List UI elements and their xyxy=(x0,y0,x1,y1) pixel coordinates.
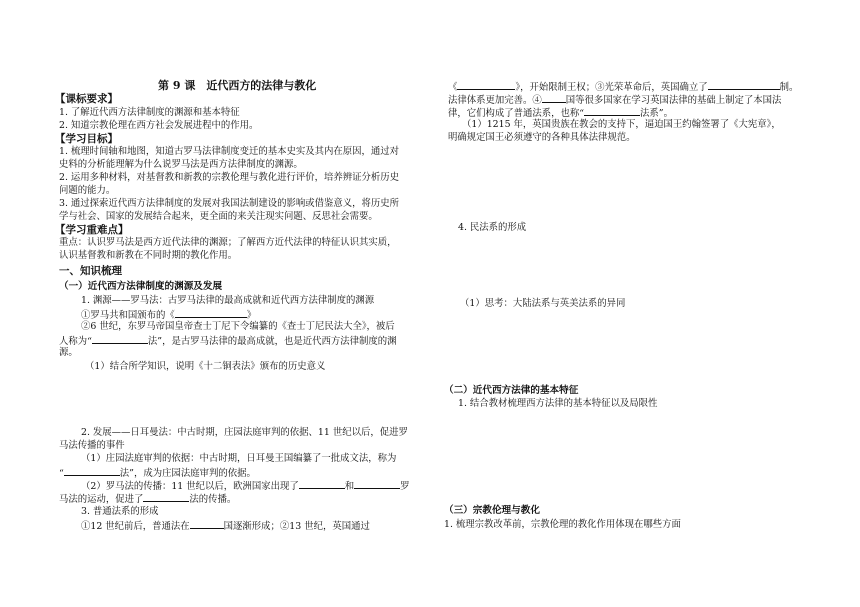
right-line-3: 律，它们构成了普通法系，也称“ 法系”。 xyxy=(448,108,673,119)
zhongdian-line-1: 重点：认识罗马法是西方近代法律的渊源；了解西方近代法律的特征认识其实质， xyxy=(59,237,397,248)
fill-blank[interactable] xyxy=(299,479,345,489)
subsection-heading-1: （一）近代西方法律制度的渊源及发展 xyxy=(59,281,223,292)
page-title: 第 9 课 近代西方的法律与教化 xyxy=(158,79,317,92)
right-line-4: （1）1215 年，英国贵族在教会的支持下，逼迫国王约翰签署了《大宪章》， xyxy=(462,119,781,130)
question-1: （1）结合所学知识，说明《十二铜表法》颁布的历史意义 xyxy=(85,361,326,372)
para-2-item-1-line-2: “ 法”，成为庄园法庭审判的依据。 xyxy=(59,468,256,479)
fill-blank[interactable] xyxy=(175,308,247,318)
right-line-2: 法律体系更加完善。④ 国等很多国家在学习英国法律的基础上制定了本国法 xyxy=(448,95,782,106)
para-2-line-2: 马法传播的事件 xyxy=(59,440,125,451)
mubiao-item-3-line-1: 3. 通过探索近代西方法律制度的发展对我国法制建设的影响或借鉴意义，将历史所 xyxy=(59,198,400,209)
fill-blank[interactable] xyxy=(143,492,189,502)
zhongdian-heading: 【学习重难点】 xyxy=(55,224,129,236)
para-2-item-2-line-1: （2）罗马法的传播：11 世纪以后，欧洲国家出现了 和 罗 xyxy=(81,481,410,492)
fill-blank[interactable] xyxy=(584,106,640,116)
fill-blank[interactable] xyxy=(457,80,515,90)
question-think: （1）思考：大陆法系与英美法系的异同 xyxy=(460,298,626,309)
mubiao-item-1-line-2: 史料的分析能理解为什么说罗马法是西方法律制度的渊源。 xyxy=(59,159,303,170)
kebiao-item-2: 2. 知道宗教伦理在西方社会发展进程中的作用。 xyxy=(59,120,259,131)
para-2-line-1: 2. 发展——日耳曼法：中古时期，庄园法庭审判的依据、11 世纪以后，促进罗 xyxy=(81,427,408,438)
zhongdian-line-2: 认识基督教和新教在不同时期的教化作用。 xyxy=(59,250,238,261)
fill-blank[interactable] xyxy=(708,80,780,90)
subsection-heading-3: （三）宗教伦理与教化 xyxy=(444,505,540,516)
para-1-item-1: ①罗马共和国颁布的《 》 xyxy=(81,310,257,321)
para-3: 3. 普通法系的形成 xyxy=(81,506,159,517)
right-para-religion: 1. 梳理宗教改革前，宗教伦理的教化作用体现在哪些方面 xyxy=(444,519,681,530)
fill-blank[interactable] xyxy=(542,93,566,103)
para-1: 1. 渊源——罗马法：古罗马法律的最高成就和近代西方法律制度的渊源 xyxy=(81,295,375,306)
right-line-1: 《 》，开始限制王权；③光荣革命后，英国确立了 制。 xyxy=(448,82,799,93)
fill-blank[interactable] xyxy=(92,334,148,344)
para-1-item-2-line-1: ②6 世纪，东罗马帝国皇帝查士丁尼下令编纂的《查士丁尼民法大全》，被后 xyxy=(81,321,395,332)
section-heading-1: 一、知识梳理 xyxy=(59,265,122,277)
para-3-item-1: ①12 世纪前后，普通法在 国逐渐形成；②13 世纪，英国通过 xyxy=(81,521,370,532)
mubiao-item-2-line-1: 2. 运用多种材料，对基督教和新教的宗教伦理与教化进行评价，培养辨证分析历史 xyxy=(59,172,400,183)
kebiao-item-1: 1. 了解近代西方法律制度的渊源和基本特征 xyxy=(59,107,240,118)
right-para-features: 1. 结合教材梳理西方法律的基本特征以及局限性 xyxy=(458,398,658,409)
fill-blank[interactable] xyxy=(354,479,400,489)
minfaxi-heading: 4. 民法系的形成 xyxy=(458,222,527,233)
mubiao-item-1-line-1: 1. 梳理时间轴和地图，知道古罗马法律制度变迁的基本史实及其内在原因，通过对 xyxy=(59,146,400,157)
right-line-5: 明确规定国王必须遵守的各种具体法律规范。 xyxy=(448,132,636,143)
para-2-item-2-line-2: 马法的运动，促进了 法的传播。 xyxy=(59,494,237,505)
para-1-item-2-line-2: 人称为“ 法”，是古罗马法律的最高成就，也是近代西方法律制度的渊 xyxy=(59,336,397,347)
fill-blank[interactable] xyxy=(190,519,224,529)
para-1-item-2-line-3: 源。 xyxy=(59,347,78,358)
subsection-heading-2: （二）近代西方法律的基本特征 xyxy=(444,385,579,396)
para-2-item-1-line-1: （1）庄园法庭审判的依据：中古时期，日耳曼王国编纂了一批成文法，称为 xyxy=(81,453,397,464)
fill-blank[interactable] xyxy=(64,466,120,476)
mubiao-item-3-line-2: 学与社会、国家的发展结合起来，更全面的来关注现实问题、反思社会需要。 xyxy=(59,211,378,222)
mubiao-heading: 【学习目标】 xyxy=(55,133,118,145)
kebiao-heading: 【课标要求】 xyxy=(55,93,118,105)
mubiao-item-2-line-2: 问题的能力。 xyxy=(59,185,116,196)
